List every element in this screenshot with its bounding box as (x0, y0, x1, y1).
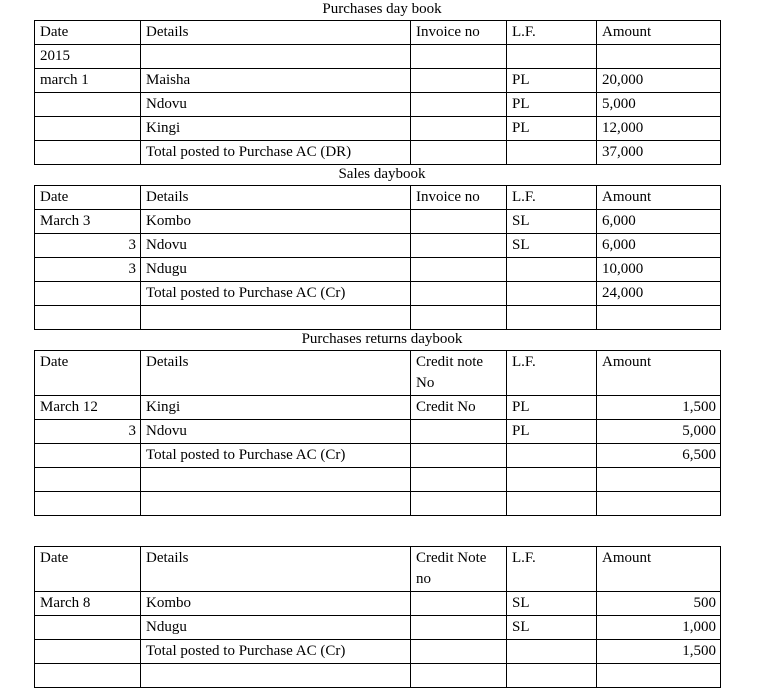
cell-invoice (411, 141, 507, 165)
table-row (35, 258, 721, 282)
cell-amount: 1,000 (597, 616, 721, 640)
cell-lf (507, 640, 597, 664)
table-row (35, 396, 721, 420)
cell-details (141, 492, 411, 516)
column-header-details: Details (141, 547, 411, 592)
cell-details: Total posted to Purchase AC (DR) (141, 141, 411, 165)
cell-invoice (411, 210, 507, 234)
cell-invoice (411, 306, 507, 330)
column-header-amount: Amount (597, 186, 721, 210)
cell-amount (597, 468, 721, 492)
cell-amount: 6,000 (597, 210, 721, 234)
cell-details (141, 306, 411, 330)
cell-lf: SL (507, 592, 597, 616)
sales-daybook-block (0, 165, 764, 330)
cell-date: March 8 (35, 592, 141, 616)
cell-amount: 1,500 (597, 640, 721, 664)
cell-date: 2015 (35, 45, 141, 69)
column-header-details: Details (141, 21, 411, 45)
cell-amount: 1,500 (597, 396, 721, 420)
cell-date (35, 492, 141, 516)
cell-details: Kingi (141, 396, 411, 420)
sales-returns-daybook-table (34, 546, 721, 688)
cell-lf (507, 45, 597, 69)
purchases-day-book-block (0, 0, 764, 165)
cell-date: March 3 (35, 210, 141, 234)
cell-lf (507, 664, 597, 688)
cell-invoice (411, 258, 507, 282)
column-header-lf: L.F. (507, 21, 597, 45)
table-row (35, 420, 721, 444)
column-header-date: Date (35, 186, 141, 210)
cell-amount (597, 664, 721, 688)
cell-lf (507, 492, 597, 516)
cell-details (141, 468, 411, 492)
cell-details: Ndovu (141, 234, 411, 258)
cell-lf: PL (507, 396, 597, 420)
cell-date (35, 141, 141, 165)
column-header-details: Details (141, 351, 411, 396)
cell-lf (507, 444, 597, 468)
table-row (35, 282, 721, 306)
column-header-lf: L.F. (507, 186, 597, 210)
table-row (35, 616, 721, 640)
cell-date: 3 (35, 420, 141, 444)
cell-details (141, 45, 411, 69)
cell-amount (597, 492, 721, 516)
cell-lf: PL (507, 93, 597, 117)
cell-lf (507, 306, 597, 330)
cell-date: March 12 (35, 396, 141, 420)
table-header-row (35, 186, 721, 210)
cell-amount: 5,000 (597, 93, 721, 117)
cell-date: 3 (35, 258, 141, 282)
column-header-lf: L.F. (507, 351, 597, 396)
cell-lf (507, 258, 597, 282)
cell-date: 3 (35, 234, 141, 258)
cell-details: Total posted to Purchase AC (Cr) (141, 640, 411, 664)
cell-invoice (411, 420, 507, 444)
column-header-details: Details (141, 186, 411, 210)
cell-lf: SL (507, 616, 597, 640)
cell-details (141, 664, 411, 688)
cell-amount: 24,000 (597, 282, 721, 306)
column-header-lf: L.F. (507, 547, 597, 592)
table-row (35, 492, 721, 516)
cell-details: Kombo (141, 210, 411, 234)
cell-lf: PL (507, 420, 597, 444)
cell-date (35, 117, 141, 141)
column-header-credit-note-no: Credit Note no (411, 547, 507, 592)
cell-amount: 6,000 (597, 234, 721, 258)
cell-date (35, 93, 141, 117)
cell-lf (507, 468, 597, 492)
cell-invoice (411, 492, 507, 516)
cell-amount: 12,000 (597, 117, 721, 141)
table-row (35, 592, 721, 616)
cell-details: Maisha (141, 69, 411, 93)
table-row (35, 468, 721, 492)
cell-lf (507, 282, 597, 306)
purchases-returns-daybook-table (34, 350, 721, 516)
sales-daybook-caption: Sales daybook (338, 166, 426, 182)
cell-details: Ndugu (141, 258, 411, 282)
cell-lf: PL (507, 69, 597, 93)
cell-details: Kingi (141, 117, 411, 141)
column-header-amount: Amount (597, 547, 721, 592)
column-header-amount: Amount (597, 351, 721, 396)
cell-amount: 6,500 (597, 444, 721, 468)
table-row (35, 210, 721, 234)
cell-date (35, 282, 141, 306)
cell-invoice (411, 444, 507, 468)
cell-details: Kombo (141, 592, 411, 616)
cell-amount (597, 45, 721, 69)
cell-invoice (411, 234, 507, 258)
cell-amount: 10,000 (597, 258, 721, 282)
purchases-day-book-table (34, 20, 721, 165)
column-header-date: Date (35, 21, 141, 45)
cell-invoice (411, 69, 507, 93)
table-row (35, 306, 721, 330)
cell-details: Ndovu (141, 420, 411, 444)
cell-lf: SL (507, 234, 597, 258)
section-spacer (0, 516, 764, 546)
table-header-row (35, 351, 721, 396)
table-row (35, 117, 721, 141)
cell-details: Total posted to Purchase AC (Cr) (141, 282, 411, 306)
column-header-date: Date (35, 547, 141, 592)
cell-invoice: Credit No (411, 396, 507, 420)
table-row (35, 141, 721, 165)
sales-returns-daybook-block (0, 546, 764, 688)
cell-amount: 37,000 (597, 141, 721, 165)
cell-lf: SL (507, 210, 597, 234)
cell-date: march 1 (35, 69, 141, 93)
cell-details: Total posted to Purchase AC (Cr) (141, 444, 411, 468)
cell-lf (507, 141, 597, 165)
cell-date (35, 444, 141, 468)
cell-amount (597, 306, 721, 330)
cell-date (35, 664, 141, 688)
cell-invoice (411, 592, 507, 616)
cell-invoice (411, 282, 507, 306)
purchases-returns-daybook-block (0, 330, 764, 516)
table-row (35, 444, 721, 468)
table-row (35, 234, 721, 258)
cell-date (35, 616, 141, 640)
column-header-amount: Amount (597, 21, 721, 45)
cell-invoice (411, 93, 507, 117)
cell-date (35, 468, 141, 492)
table-header-row (35, 21, 721, 45)
table-row (35, 69, 721, 93)
table-row (35, 664, 721, 688)
column-header-invoice-no: Invoice no (411, 21, 507, 45)
cell-invoice (411, 117, 507, 141)
column-header-credit-note-no: Credit note No (411, 351, 507, 396)
cell-invoice (411, 640, 507, 664)
cell-details: Ndugu (141, 616, 411, 640)
sales-daybook-table (34, 185, 721, 330)
table-row (35, 640, 721, 664)
purchases-returns-daybook-caption: Purchases returns daybook (301, 331, 463, 347)
table-header-row (35, 547, 721, 592)
cell-invoice (411, 616, 507, 640)
cell-amount: 5,000 (597, 420, 721, 444)
purchases-day-book-caption: Purchases day book (322, 1, 442, 17)
cell-amount: 20,000 (597, 69, 721, 93)
table-row (35, 45, 721, 69)
cell-date (35, 640, 141, 664)
table-row (35, 93, 721, 117)
cell-details: Ndovu (141, 93, 411, 117)
cell-invoice (411, 45, 507, 69)
column-header-invoice-no: Invoice no (411, 186, 507, 210)
cell-date (35, 306, 141, 330)
cell-amount: 500 (597, 592, 721, 616)
column-header-date: Date (35, 351, 141, 396)
cell-lf: PL (507, 117, 597, 141)
cell-invoice (411, 468, 507, 492)
cell-invoice (411, 664, 507, 688)
